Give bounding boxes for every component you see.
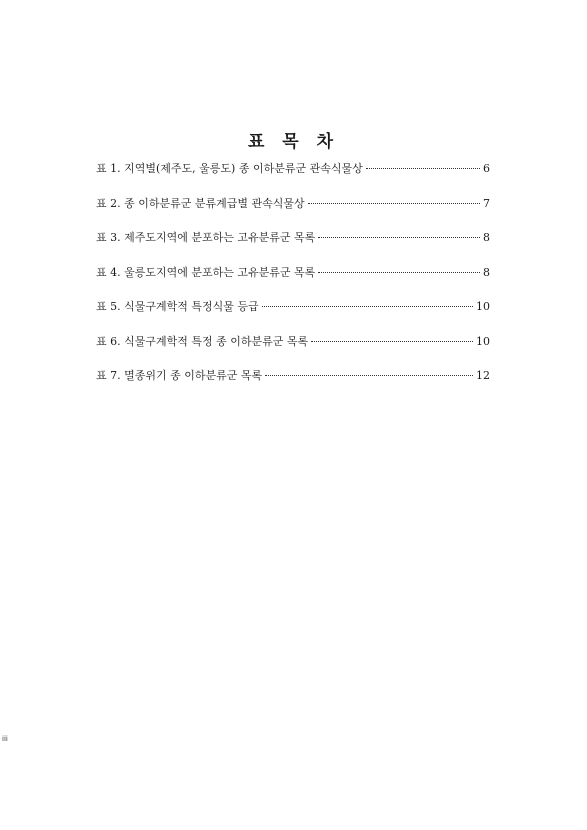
- toc-entry-label: 표 6. 식물구계학적 특정 종 이하분류군 목록: [96, 334, 309, 348]
- dot-leader: [318, 272, 480, 273]
- toc-entry-page: 6: [483, 162, 490, 175]
- toc-entry-6[interactable]: [96, 333, 490, 368]
- toc-entry-page: 10: [476, 300, 490, 313]
- dot-leader: [308, 203, 480, 204]
- toc-entry-5[interactable]: [96, 298, 490, 333]
- page-title: 표 목 차: [247, 132, 340, 153]
- dot-leader: [265, 375, 473, 376]
- toc-entry-7[interactable]: [96, 367, 490, 402]
- toc-entry-page: 12: [476, 369, 490, 382]
- table-of-contents: [96, 160, 490, 402]
- dot-leader: [311, 341, 473, 342]
- toc-entry-2[interactable]: [96, 195, 490, 230]
- toc-entry-label: 표 3. 제주도지역에 분포하는 고유분류군 목록: [96, 231, 316, 244]
- toc-entry-page: 10: [476, 334, 490, 348]
- toc-entry-label: 표 2. 종 이하분류군 분류계급별 관속식물상: [96, 196, 305, 210]
- toc-entry-page: 8: [483, 265, 490, 279]
- toc-entry-label: 표 4. 울릉도지역에 분포하는 고유분류군 목록: [96, 265, 316, 279]
- dot-leader: [318, 237, 480, 238]
- dot-leader: [262, 306, 473, 307]
- toc-entry-4[interactable]: [96, 264, 490, 299]
- toc-entry-label: 표 1. 지역별(제주도, 울릉도) 종 이하분류군 관속식물상: [96, 162, 363, 175]
- toc-entry-page: 7: [483, 196, 490, 210]
- toc-entry-3[interactable]: [96, 229, 490, 264]
- dot-leader: [366, 168, 480, 169]
- page-number-marker: iii: [2, 735, 8, 743]
- toc-entry-page: 8: [483, 231, 490, 244]
- toc-entry-label: 표 7. 멸종위기 종 이하분류군 목록: [96, 369, 263, 382]
- toc-entry-1[interactable]: [96, 160, 490, 195]
- toc-entry-label: 표 5. 식물구계학적 특정식물 등급: [96, 300, 259, 313]
